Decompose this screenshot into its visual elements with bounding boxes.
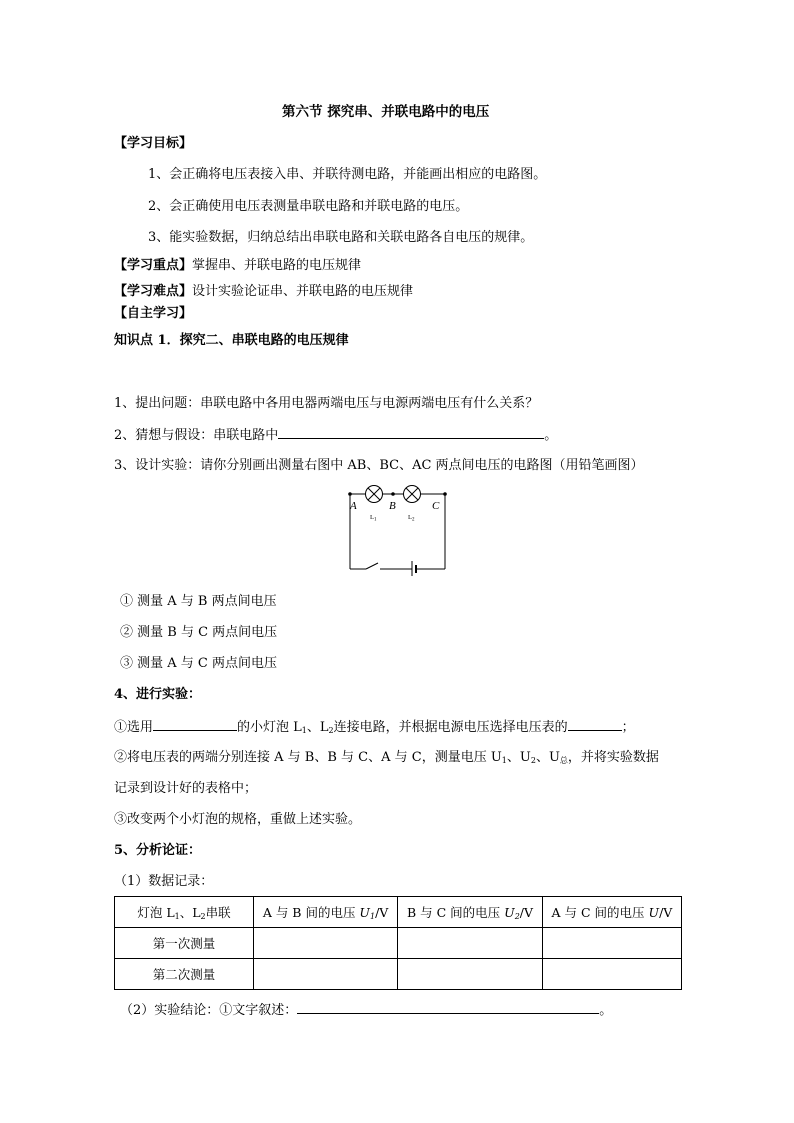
- step-2-text: ，并将实验数据: [567, 750, 659, 765]
- step-2-text: 、U: [535, 750, 560, 765]
- step-1-text: 连接电路，并根据电源电压选择电压表的: [333, 720, 568, 735]
- node-a-label: A: [350, 500, 357, 512]
- objective-item: 2、会正确使用电压表测量串联电路和并联电路的电压。: [148, 199, 469, 214]
- conclusion: [120, 1001, 612, 1020]
- table-header-row: [115, 897, 682, 928]
- hypothesis-blank[interactable]: [278, 426, 544, 439]
- experiment-step-2-cont: 记录到设计好的表格中；: [114, 781, 258, 796]
- difficult-point: [114, 283, 413, 301]
- data-table: [114, 896, 682, 990]
- self-study-heading: 【自主学习】: [114, 306, 193, 321]
- key-point: [114, 257, 361, 275]
- page-title: 第六节 探究串、并联电路中的电压: [282, 104, 490, 120]
- step-1-text: ；: [621, 720, 635, 735]
- hypothesis-prefix: 2、猜想与假设：串联电路中: [114, 428, 279, 443]
- total-subscript: 总: [559, 756, 568, 765]
- node-c-label: C: [432, 500, 440, 512]
- objectives-heading: 【学习目标】: [114, 136, 193, 151]
- key-point-text: 掌握串、并联电路的电压规律: [192, 258, 362, 273]
- table-header: A 与 C 间的电压 U/V: [542, 897, 681, 928]
- table-cell[interactable]: [398, 959, 543, 990]
- objective-item: 3、能实验数据，归纳总结出串联电路和关联电路各自电压的规律。: [148, 230, 534, 245]
- measure-item: ② 测量 B 与 C 两点间电压: [120, 625, 278, 640]
- range-blank[interactable]: [568, 718, 622, 731]
- table-row: [115, 959, 682, 990]
- table-cell[interactable]: [542, 959, 681, 990]
- experiment-step-1: ①选用 的小灯泡 $L_1$、$L_2$连接电路，并根据电源电压选择电压表的 ；: [114, 720, 635, 735]
- step-2-text: 、U: [506, 750, 531, 765]
- step-2-text: ②将电压表的两端分别连接 A 与 B、B 与 C、A 与 C，测量电压 U: [114, 750, 502, 765]
- circuit-diagram: [344, 484, 448, 576]
- step-1-text: ①选用: [114, 720, 154, 735]
- table-header: 灯泡 $L_1$、$L_2$串联: [115, 897, 254, 928]
- difficult-point-text: 设计实验论证串、并联电路的电压规律: [192, 284, 414, 299]
- lamp-1-label: $L_1$: [370, 514, 377, 523]
- bulb-spec-blank[interactable]: [153, 718, 237, 731]
- experiment-step-3: ③改变两个小灯泡的规格，重做上述实验。: [114, 812, 362, 827]
- experiment-heading: 4、进行实验：: [114, 687, 202, 702]
- node-b-label: B: [389, 500, 396, 512]
- table-row: [115, 928, 682, 959]
- table-header: B 与 C 间的电压 $U_2/V$: [398, 897, 543, 928]
- step-design: 3、设计实验：请你分别画出测量右图中 AB、BC、AC 两点间电压的电路图（用铅笔画图）: [114, 458, 644, 473]
- experiment-step-2: ②将电压表的两端分别连接 A 与 B、B 与 C、A 与 C，测量电压 $U_1$、$U_2$、$U_总$，并将实验数据: [114, 750, 659, 765]
- row-label: 第一次测量: [115, 928, 254, 959]
- measure-item: ① 测量 A 与 B 两点间电压: [120, 594, 277, 609]
- data-record-label: （1）数据记录：: [114, 874, 214, 889]
- conclusion-suffix: 。: [599, 1003, 613, 1018]
- knowledge-point-heading: 知识点 1．探究二、串联电路的电压规律: [114, 333, 349, 348]
- hypothesis-suffix: 。: [544, 428, 558, 443]
- lamp-2-label: $L_2$: [408, 514, 415, 523]
- key-point-label: 【学习重点】: [114, 258, 193, 273]
- difficult-point-label: 【学习难点】: [114, 284, 193, 299]
- conclusion-blank[interactable]: [297, 1001, 599, 1014]
- table-cell[interactable]: [398, 928, 543, 959]
- objective-item: 1、会正确将电压表接入串、并联待测电路，并能画出相应的电路图。: [148, 167, 547, 182]
- table-cell[interactable]: [254, 959, 398, 990]
- conclusion-prefix: （2）实验结论：①文字叙述：: [120, 1003, 298, 1018]
- node-c-dot: [443, 492, 447, 496]
- step-1-text: 的小灯泡 L: [237, 720, 302, 735]
- step-question: 1、提出问题：串联电路中各用电器两端电压与电源两端电压有什么关系？: [114, 396, 539, 411]
- table-cell[interactable]: [542, 928, 681, 959]
- row-label: 第二次测量: [115, 959, 254, 990]
- table-cell[interactable]: [254, 928, 398, 959]
- measure-item: ③ 测量 A 与 C 两点间电压: [120, 656, 277, 671]
- step-1-text: 、L: [306, 720, 329, 735]
- step-hypothesis: [114, 426, 557, 445]
- node-a-dot: [348, 492, 352, 496]
- table-header: A 与 B 间的电压 $U_1/V$: [254, 897, 398, 928]
- switch-icon: [366, 563, 378, 569]
- node-b-dot: [391, 492, 395, 496]
- analysis-heading: 5、分析论证：: [114, 843, 202, 858]
